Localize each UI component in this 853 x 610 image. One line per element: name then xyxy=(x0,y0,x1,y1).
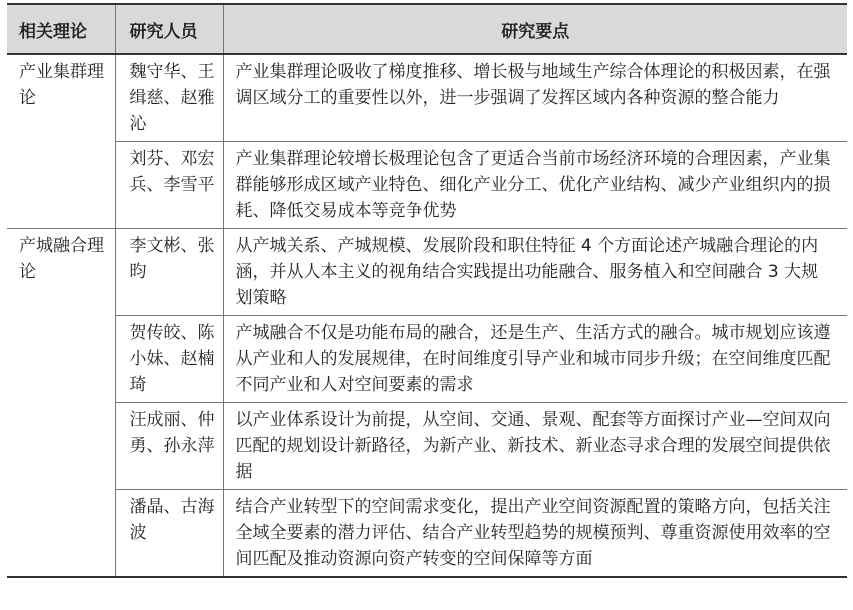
theory-cell: 产城融合理论 xyxy=(7,229,115,578)
research-table-container xyxy=(7,3,847,578)
table-row xyxy=(7,54,847,142)
header-theory: 相关理论 xyxy=(7,4,115,54)
table-row xyxy=(7,490,847,578)
table-header-row xyxy=(7,4,847,54)
researchers-cell: 潘晶、古海波 xyxy=(115,490,223,578)
key-points-cell: 从产城关系、产城规模、发展阶段和职住特征 4 个方面论述产城融合理论的内涵，并从人本主义的视角结合实践提出功能融合、服务植入和空间融合 3 大规划策略 xyxy=(223,229,847,316)
table-row xyxy=(7,142,847,229)
researchers-cell: 贺传皎、陈小妹、赵楠琦 xyxy=(115,316,223,403)
table-row xyxy=(7,316,847,403)
researchers-cell: 魏守华、王缉慈、赵雅沁 xyxy=(115,54,223,142)
researchers-cell: 刘芬、邓宏兵、李雪平 xyxy=(115,142,223,229)
research-table xyxy=(7,3,847,578)
key-points-cell: 以产业体系设计为前提，从空间、交通、景观、配套等方面探讨产业—空间双向匹配的规划设计新路径，为新产业、新技术、新业态寻求合理的发展空间提供依据 xyxy=(223,403,847,490)
key-points-cell: 结合产业转型下的空间需求变化，提出产业空间资源配置的策略方向，包括关注全域全要素的潜力评估、结合产业转型趋势的规模预判、尊重资源使用效率的空间匹配及推动资源向资产转变的空间保障等方面 xyxy=(223,490,847,578)
header-researchers: 研究人员 xyxy=(115,4,223,54)
table-row xyxy=(7,229,847,316)
key-points-cell: 产城融合不仅是功能布局的融合，还是生产、生活方式的融合。城市规划应该遵从产业和人的发展规律，在时间维度引导产业和城市同步升级；在空间维度匹配不同产业和人对空间要素的需求 xyxy=(223,316,847,403)
key-points-cell: 产业集群理论较增长极理论包含了更适合当前市场经济环境的合理因素，产业集群能够形成区域产业特色、细化产业分工、优化产业结构、减少产业组织内的损耗、降低交易成本等竞争优势 xyxy=(223,142,847,229)
theory-cell: 产业集群理论 xyxy=(7,54,115,229)
researchers-cell: 李文彬、张昀 xyxy=(115,229,223,316)
table-row xyxy=(7,403,847,490)
researchers-cell: 汪成丽、仲勇、孙永萍 xyxy=(115,403,223,490)
key-points-cell: 产业集群理论吸收了梯度推移、增长极与地域生产综合体理论的积极因素，在强调区域分工的重要性以外，进一步强调了发挥区域内各种资源的整合能力 xyxy=(223,54,847,142)
header-key-points: 研究要点 xyxy=(223,4,847,54)
